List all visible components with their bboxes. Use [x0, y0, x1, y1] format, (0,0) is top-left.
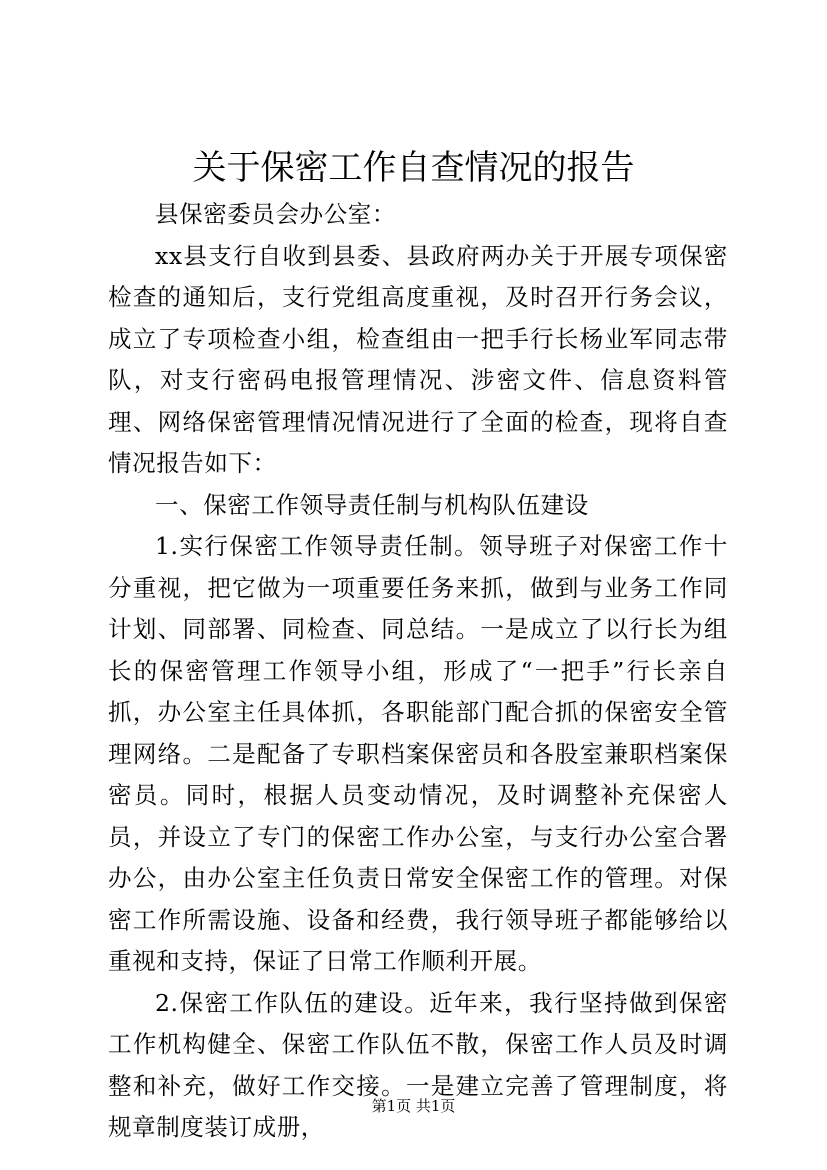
section-heading: 一、保密工作领导责任制与机构队伍建设 [155, 490, 589, 519]
paragraph-intro: xx县支行自收到县委、县政府两办关于开展专项保密检查的通知后，支行党组高度重视，及时召开行务会议，成立了专项检查小组，检查组由一把手行长杨业军同志带队，对支行密码电报管理情况、涉密文件、信息资料管理、网络保密管理情况情况进行了全面的检查，现将自查情况报告如下： [108, 241, 728, 477]
page-number-footer: 第1页 共1页 [371, 1097, 456, 1115]
document-body [108, 194, 728, 1149]
document-title: 关于保密工作自查情况的报告 [192, 148, 635, 188]
salutation: 县保密委员会办公室： [155, 200, 396, 228]
paragraph-item-1: 1.实行保密工作领导责任制。领导班子对保密工作十分重视，把它做为一项重要任务来抓，做到与业务工作同计划、同部署、同检查、同总结。一是成立了以行长为组长的保密管理工作领导小组，形成了“一把手”行长亲自抓，办公室主任具体抓，各职能部门配合抓的保密安全管理网络。二是配备了专职档案保密员和各股室兼职档案保密员。同时，根据人员变动情况，及时调整补充保密人员，并设立了专门的保密工作办公室，与支行办公室合署办公，由办公室主任负责日常安全保密工作的管理。对保密工作所需设施、设备和经费，我行领导班子都能够给以重视和支持，保证了日常工作顺利开展。 [108, 532, 728, 975]
paragraph-item-2: 2.保密工作队伍的建设。近年来，我行坚持做到保密工作机构健全、保密工作队伍不散，保密工作人员及时调整和补充，做好工作交接。一是建立完善了管理制度，将规章制度装订成册， [108, 988, 728, 1141]
